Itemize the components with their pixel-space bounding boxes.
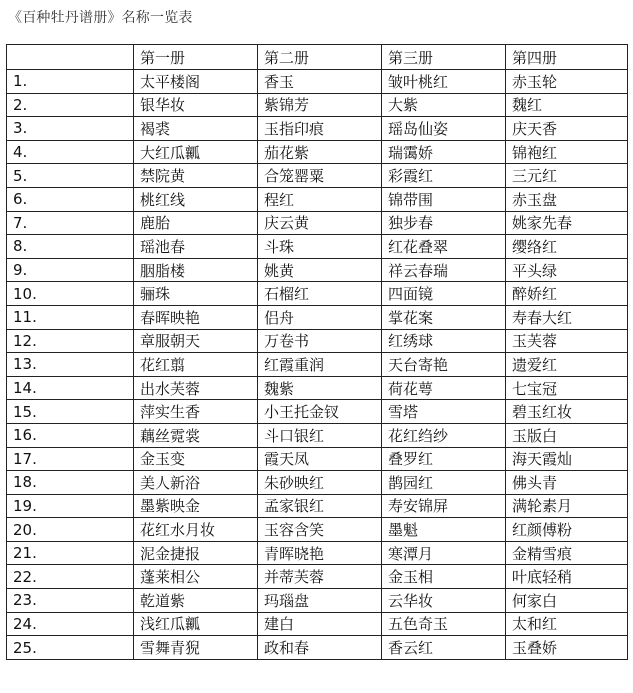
table-row [7,140,628,164]
volume-3-cell: 瑞霭娇 [382,140,506,164]
volume-4-cell: 赤玉轮 [506,70,628,94]
table-row [7,93,628,117]
volume-3-cell: 瑶岛仙姿 [382,117,506,141]
table-body [7,70,628,660]
volume-2-cell: 侣舟 [258,305,382,329]
row-number-cell: 16. [7,423,134,447]
volume-2-cell: 紫锦芳 [258,93,382,117]
volume-3-cell: 叠罗红 [382,447,506,471]
volume-3-cell: 皱叶桃红 [382,70,506,94]
volume-4-cell: 魏红 [506,93,628,117]
volume-1-cell: 泥金捷报 [134,541,258,565]
volume-2-cell: 青晖晓艳 [258,541,382,565]
row-number-cell: 17. [7,447,134,471]
row-number-cell: 7. [7,211,134,235]
volume-2-cell: 斗口银红 [258,423,382,447]
page-title: 《百种牡丹谱册》名称一览表 [8,10,193,26]
volume-4-cell: 三元红 [506,164,628,188]
table-row [7,447,628,471]
row-number-cell: 1. [7,70,134,94]
volume-1-cell: 骊珠 [134,282,258,306]
table-row [7,187,628,211]
row-number-cell: 15. [7,400,134,424]
volume-1-cell: 胭脂楼 [134,258,258,282]
volume-3-cell: 荷花萼 [382,376,506,400]
row-number-cell: 20. [7,518,134,542]
volume-4-cell: 遗爱红 [506,353,628,377]
volume-4-cell: 七宝冠 [506,376,628,400]
volume-2-cell: 霞天凤 [258,447,382,471]
volume-3-cell: 大紫 [382,93,506,117]
row-number-cell: 6. [7,187,134,211]
volume-3-cell: 鹊园红 [382,471,506,495]
volume-4-cell: 太和红 [506,612,628,636]
volume-3-cell: 锦带围 [382,187,506,211]
volume-2-cell: 孟家银红 [258,494,382,518]
row-number-cell: 18. [7,471,134,495]
volume-1-cell: 银华妆 [134,93,258,117]
volume-4-cell: 满轮素月 [506,494,628,518]
row-number-cell: 10. [7,282,134,306]
table-row [7,518,628,542]
row-number-cell: 2. [7,93,134,117]
table-row [7,235,628,259]
volume-2-cell: 万卷书 [258,329,382,353]
volume-1-cell: 鹿胎 [134,211,258,235]
volume-1-cell: 禁院黄 [134,164,258,188]
volume-2-cell: 石榴红 [258,282,382,306]
volume-2-cell: 斗珠 [258,235,382,259]
volume-4-cell: 碧玉红妆 [506,400,628,424]
volume-4-cell: 玉版白 [506,423,628,447]
table-row [7,258,628,282]
row-number-cell: 19. [7,494,134,518]
volume-1-cell: 乾道紫 [134,589,258,613]
volume-4-cell: 平头绿 [506,258,628,282]
volume-2-cell: 茄花紫 [258,140,382,164]
header-row [7,45,628,70]
table-row [7,329,628,353]
volume-2-cell: 建白 [258,612,382,636]
row-number-cell: 9. [7,258,134,282]
volume-4-cell: 金精雪痕 [506,541,628,565]
header-cell-volume-2: 第二册 [258,45,382,70]
volume-3-cell: 寿安锦屏 [382,494,506,518]
volume-1-cell: 美人新浴 [134,471,258,495]
volume-1-cell: 萍实生香 [134,400,258,424]
row-number-cell: 4. [7,140,134,164]
volume-4-cell: 红颜傅粉 [506,518,628,542]
volume-4-cell: 玉叠娇 [506,636,628,660]
volume-2-cell: 红霞重润 [258,353,382,377]
header-cell-volume-3: 第三册 [382,45,506,70]
header-cell-index [7,45,134,70]
volume-1-cell: 雪舞青猊 [134,636,258,660]
volume-3-cell: 香云红 [382,636,506,660]
volume-1-cell: 浅红瓜瓤 [134,612,258,636]
table-row [7,423,628,447]
table-row [7,494,628,518]
volume-2-cell: 政和春 [258,636,382,660]
row-number-cell: 22. [7,565,134,589]
volume-1-cell: 花红翦 [134,353,258,377]
row-number-cell: 5. [7,164,134,188]
volume-1-cell: 墨紫映金 [134,494,258,518]
volume-3-cell: 天台寄艳 [382,353,506,377]
volume-2-cell: 玉容含笑 [258,518,382,542]
volume-4-cell: 锦袍红 [506,140,628,164]
volume-3-cell: 四面镜 [382,282,506,306]
table-row [7,164,628,188]
table-row [7,471,628,495]
volume-3-cell: 红绣球 [382,329,506,353]
table-row [7,353,628,377]
row-number-cell: 3. [7,117,134,141]
table-row [7,589,628,613]
volume-1-cell: 瑶池春 [134,235,258,259]
volume-1-cell: 章服朝天 [134,329,258,353]
volume-1-cell: 金玉变 [134,447,258,471]
volume-3-cell: 红花叠翠 [382,235,506,259]
volume-3-cell: 花红绉纱 [382,423,506,447]
table-row [7,70,628,94]
volume-4-cell: 姚家先春 [506,211,628,235]
row-number-cell: 8. [7,235,134,259]
row-number-cell: 12. [7,329,134,353]
table-row [7,565,628,589]
header-cell-volume-4: 第四册 [506,45,628,70]
volume-2-cell: 魏紫 [258,376,382,400]
row-number-cell: 11. [7,305,134,329]
volume-2-cell: 并蒂芙蓉 [258,565,382,589]
row-number-cell: 13. [7,353,134,377]
volume-2-cell: 朱砂映红 [258,471,382,495]
table-row [7,636,628,660]
volume-1-cell: 藕丝霓裳 [134,423,258,447]
volume-3-cell: 金玉相 [382,565,506,589]
volume-4-cell: 醉娇红 [506,282,628,306]
table-row [7,376,628,400]
table-row [7,117,628,141]
volume-2-cell: 庆云黄 [258,211,382,235]
volume-1-cell: 出水芙蓉 [134,376,258,400]
volume-3-cell: 掌花案 [382,305,506,329]
volume-2-cell: 玉指印痕 [258,117,382,141]
row-number-cell: 24. [7,612,134,636]
header-cell-volume-1: 第一册 [134,45,258,70]
table-row [7,211,628,235]
row-number-cell: 14. [7,376,134,400]
volume-2-cell: 合笼罂粟 [258,164,382,188]
row-number-cell: 21. [7,541,134,565]
table-row [7,282,628,306]
volume-1-cell: 褐裘 [134,117,258,141]
table-row [7,541,628,565]
volume-3-cell: 云华妆 [382,589,506,613]
volume-1-cell: 蓬莱相公 [134,565,258,589]
volume-1-cell: 太平楼阁 [134,70,258,94]
volume-3-cell: 祥云春瑞 [382,258,506,282]
volume-3-cell: 独步春 [382,211,506,235]
volume-4-cell: 叶底轻稍 [506,565,628,589]
volume-4-cell: 赤玉盘 [506,187,628,211]
volume-2-cell: 玛瑙盘 [258,589,382,613]
volume-2-cell: 程红 [258,187,382,211]
peony-name-table [6,44,628,660]
row-number-cell: 23. [7,589,134,613]
volume-1-cell: 春晖映艳 [134,305,258,329]
volume-3-cell: 雪塔 [382,400,506,424]
volume-4-cell: 何家白 [506,589,628,613]
volume-4-cell: 庆天香 [506,117,628,141]
volume-1-cell: 花红水月妆 [134,518,258,542]
row-number-cell: 25. [7,636,134,660]
volume-2-cell: 姚黄 [258,258,382,282]
volume-3-cell: 五色奇玉 [382,612,506,636]
volume-4-cell: 缨络红 [506,235,628,259]
table-row [7,400,628,424]
volume-1-cell: 大红瓜瓤 [134,140,258,164]
volume-3-cell: 彩霞红 [382,164,506,188]
volume-4-cell: 寿春大红 [506,305,628,329]
volume-4-cell: 佛头青 [506,471,628,495]
table-row [7,612,628,636]
volume-3-cell: 寒潭月 [382,541,506,565]
volume-4-cell: 海天霞灿 [506,447,628,471]
volume-3-cell: 墨魁 [382,518,506,542]
volume-2-cell: 小王托金钗 [258,400,382,424]
volume-4-cell: 玉芙蓉 [506,329,628,353]
table-row [7,305,628,329]
volume-2-cell: 香玉 [258,70,382,94]
volume-1-cell: 桃红线 [134,187,258,211]
